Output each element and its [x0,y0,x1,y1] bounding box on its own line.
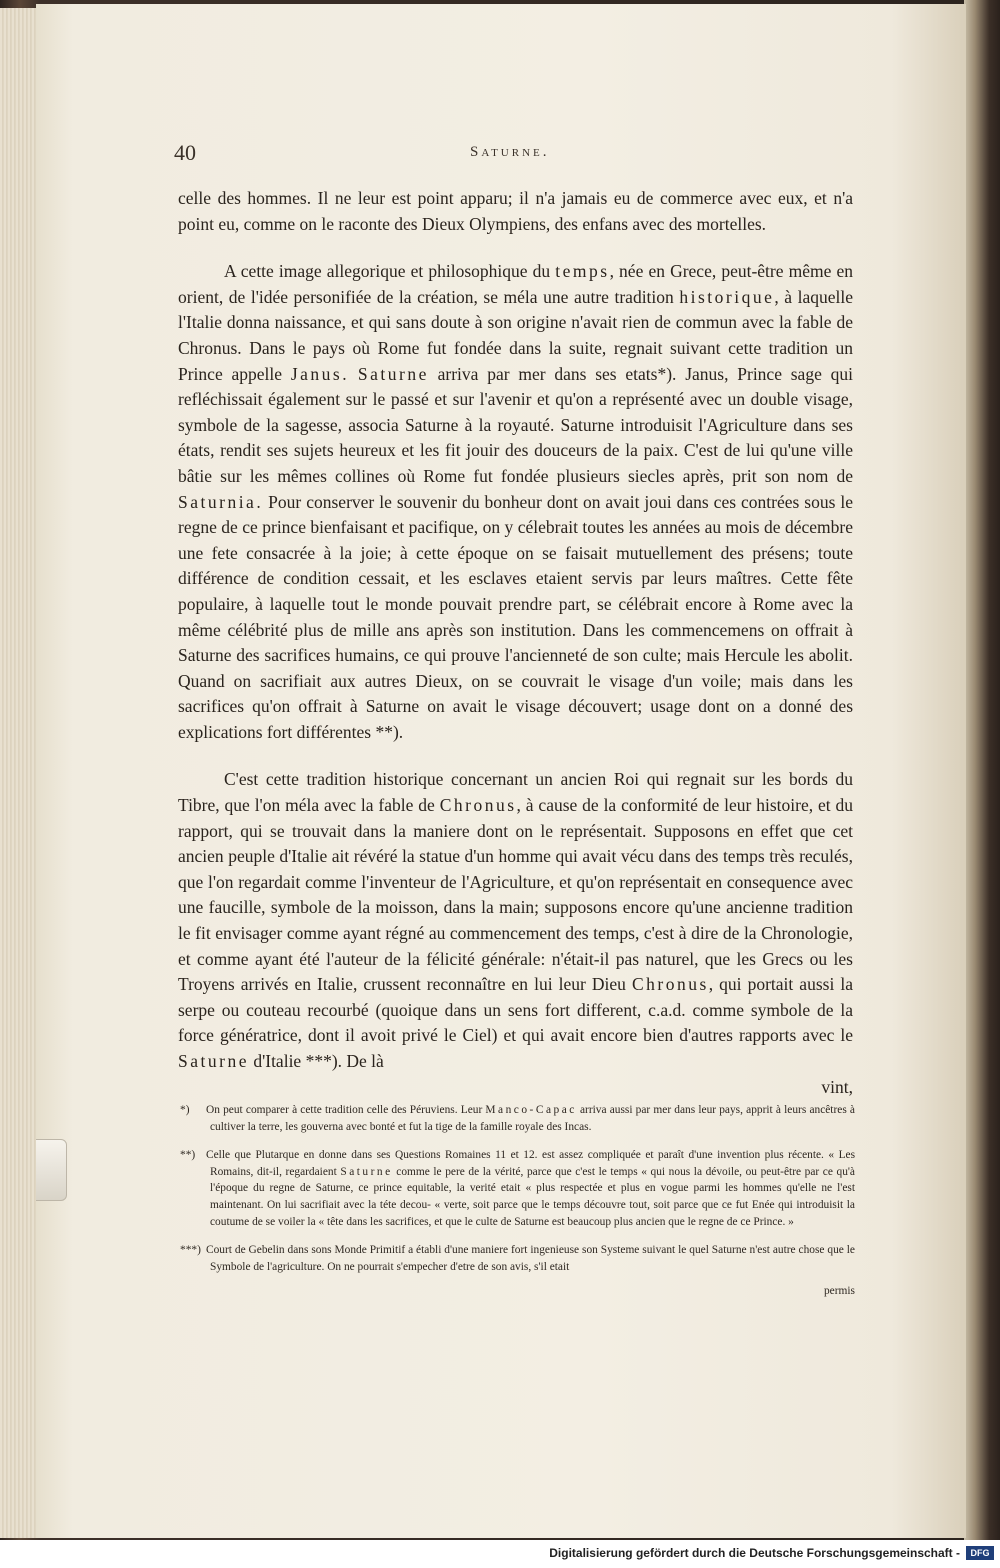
text-run: A cette image allegorique et philosophique du [224,261,556,282]
spaced-term: Janus. [290,363,350,384]
page-number: 40 [174,140,196,165]
paragraph-3 [178,767,853,1074]
page-shadow [964,0,1000,1540]
spaced-term: Chronus [439,795,517,816]
footnote-3 [180,1242,855,1275]
text-run: n'est autre chose que le Symbole de l'agriculture. On ne pourrait s'empecher d'etre de son avis, s'il etait [210,1244,855,1273]
text-run: 11 et 12. est assez compliquée et paraît d'une invention plus récente. « Les Romains, dit-il, regardaient [210,1149,856,1178]
spaced-term: Manco-Capac [485,1104,577,1116]
text-run: , née en Grece, peut-être même en orient, de l'idée personifiée de la création, se méla une autre tradition [178,261,854,307]
spaced-term: historique [679,286,775,307]
footnote-2 [180,1147,855,1230]
page-clip [36,1139,67,1201]
text-run: On peut comparer à cette tradition celle des Péruviens. Leur [206,1104,486,1116]
footnote-mark: **) [180,1149,196,1162]
spaced-term: Saturne [178,1051,249,1071]
text-run: , à cause de la conformité de leur histoire, et du rapport, qui se trouvait dans la maniere dont on le représentait. Supposons en effet que cet ancien peuple d'Italie ait révéré la statue d'un homme qui avait vécu dans des temps très reculés, que l'on regardait comme l'inventeur de l'Agriculture, et qu'on représentait en consequence avec une faucille, symbole de la moisson, dans la main; supposons encore qu'une ancienne tradition le fit envisager comme ayant régné au commencement des temps, c'est à dire de la Chronologie, et comme ayant été l'auteur de la félicité générale: n'était-il pas naturel, que les Grecs ou les Troyens arrivés en Italie, crussent reconnaître en lui leur Dieu [178,795,854,995]
footnote-1 [180,1102,855,1135]
footnotes [180,1102,855,1311]
dfg-logo: DFG [966,1546,994,1560]
paragraph-2 [178,259,853,745]
body-text [178,186,853,1100]
spaced-term: Chronus [631,974,709,995]
running-head: Saturne. [470,144,550,160]
footnote-catchword: permis [823,1285,855,1298]
page-edges [0,8,37,1538]
text-run: , à laquelle l'Italie donna naissance, et qui sans doute à son origine n'avait rien de commun avec la fable de Chronus. Dans le pays où Rome fut fondée dans la suite, regnait suivant cette tradition un Prince appelle [178,286,853,384]
footnote-mark: ***) [180,1244,201,1257]
text-run: Pour conserver le souvenir du bonheur dont on avait joui dans ces contrées sous le regne de ce prince bienfaisant et pacifique, on y célebrait toutes les années au mois de décembre une fete consacrée à la joie; à cette époque on se faisait mutuellement des présens; toute différence de condition cessait, et les esclaves etaient servis par leurs maîtres. Cette fête populaire, à laquelle tout le monde pouvait prendre part, se célébrait encore à Rome avec la même célébrité plus de mille ans après son institution. Dans les commencemens on offrait à Saturne des sacrifices humains, ce qui prouve l'ancienneté de son culte; mais Hercule les abolit. Quand on sacrifiait aux autres Dieux, on se couvrait le visage d'un voile; mais dans les sacrifices qu'on offrait à Saturne on avait le visage découvert; usage dont on a donné des explications fort différentes **). [178,491,853,742]
text-run: arriva aussi par mer dans leur pays, apprit à leurs ancêtres à cultiver la terre, les gouverna avec bonté et fut la tige de la famille royale des Incas. [210,1104,855,1133]
text-run: , qui portait aussi la serpe ou couteau recourbé (quoique dans un sens fort different, c.a.d. comme symbole de la force génératrice, dont il avoit privé le Ciel) et qui avait encore bien d'autres rapports avec le [178,974,853,1046]
text-run: d'Italie ***). De là [248,1051,384,1071]
text-run: Celle que Plutarque en donne dans ses [206,1149,395,1162]
digitization-credit: Digitalisierung gefördert durch die Deutsche Forschungsgemeinschaft - [549,1546,960,1560]
spaced-term: Saturne [711,1244,747,1257]
spaced-term: Saturne [340,1165,393,1178]
text-run: C'est cette tradition historique concernant un ancien Roi qui regnait sur les bords du Tibre, que l'on méla avec la fable de [178,769,853,816]
text-run: arriva par mer dans ses etats*). Janus, Prince sage qui refléchissait également sur le passé et sur l'avenir et qu'on a représenté avec un double visage, symbole de la sagesse, associa Saturne à la royauté. Saturne introduisit l'Agriculture dans ses états, rendit ses sujets heureux et les fit jouir des douceurs de la paix. C'est de lui qu'une ville bâtie sur les mêmes collines où Rome fut fondée plusieurs siecles après, prit son nom de [178,363,853,486]
footnote-mark: *) [180,1104,190,1116]
spaced-term: Saturnia. [178,491,264,512]
spaced-term: Questions Romaines [395,1149,491,1162]
catchword: vint, [821,1076,853,1097]
spaced-term: Saturne [357,363,429,384]
paragraph-1: celle des hommes. Il ne leur est point apparu; il n'a jamais eu de commerce avec eux, et n'a point eu, comme on le raconte des Dieux Olympiens, des enfans avec des mortelles. [178,188,853,234]
spaced-term: temps [555,261,610,282]
text-run: comme le pere de la vérité, parce que c'est le temps « qui nous la dévoile, ou peut-être par ce qu'à l'époque du regne de Saturne, ce prince equitable, la verité etait « plus respectée et plus en vogue parmi les hommes qu'elle ne l'est maintenant. On lui sacrifiait avec la téte decou- « verte, soit parce que le temps découvre tout, soit parce que ce fut Enée qui introduisit la coutume de se voiler la « tête dans les sacrifices, et que le culte de Saturne est beaucoup plus ancien que le regne de ce Prince. » [210,1165,855,1228]
text-run [349,364,358,384]
text-run: Court de Gebelin dans sons Monde Primitif a établi d'une maniere fort ingenieuse son Systeme suivant le quel [206,1244,712,1257]
